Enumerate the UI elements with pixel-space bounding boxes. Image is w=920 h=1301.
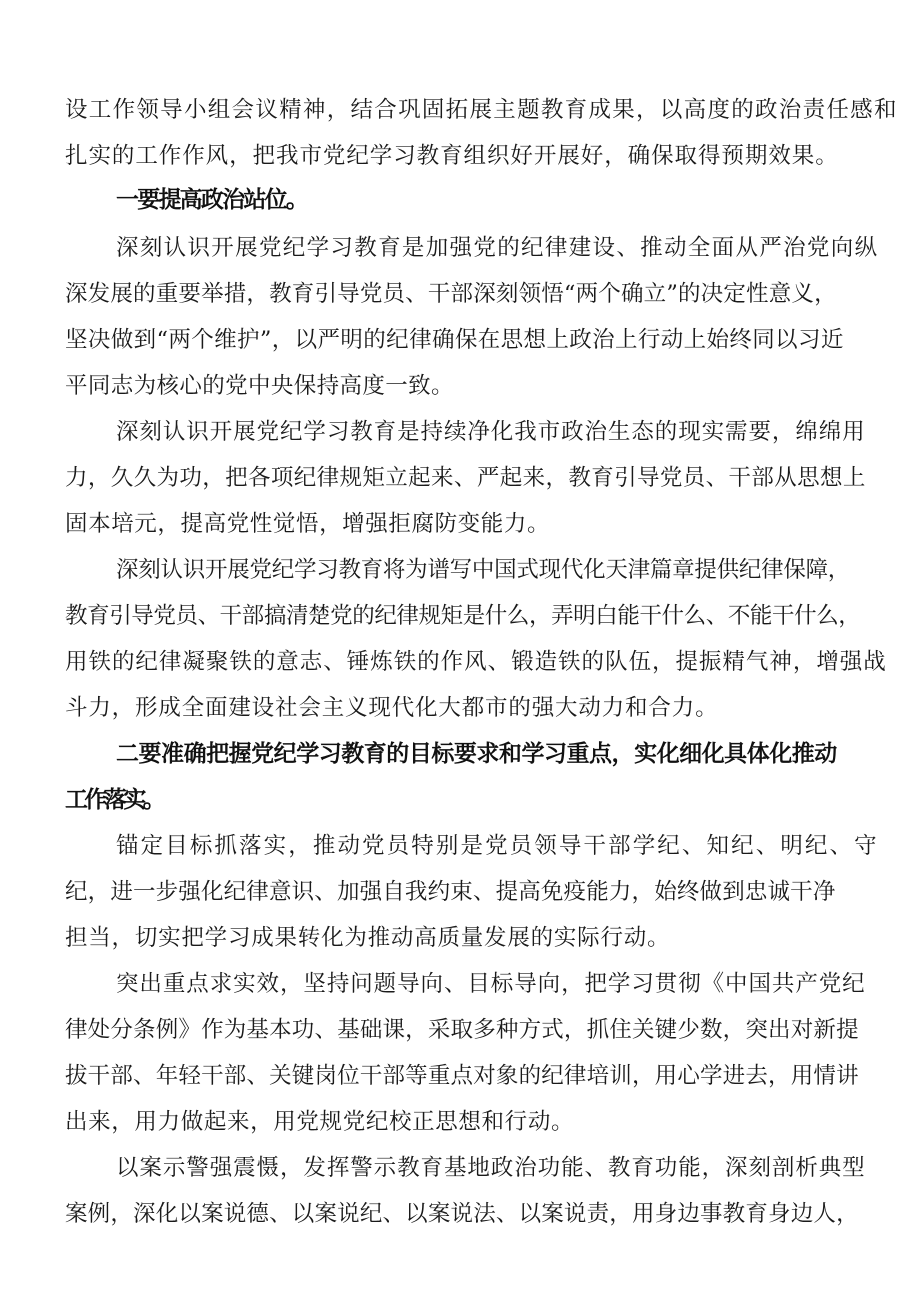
text-line — [0, 366, 920, 406]
text-content: 坚决做到“两个维护”，以严明的纪律确保在思想上政治上行动上始终同以习近 — [65, 327, 844, 353]
text-line — [0, 274, 920, 314]
text-line — [0, 826, 920, 866]
text-content: 律处分条例》作为基本功、基础课，采取多种方式，抓住关键少数，突出对新提 — [65, 1017, 859, 1043]
text-line — [0, 964, 920, 1004]
text-content: 拔干部、年轻干部、关键岗位干部等重点对象的纪律培训，用心学进去，用情讲 — [65, 1063, 859, 1089]
text-line — [0, 642, 920, 682]
text-line — [0, 320, 920, 360]
text-content: 案例，深化以案说德、以案说纪、以案说法、以案说责，用身边事教育身边人， — [65, 1201, 859, 1227]
text-content: 设工作领导小组会议精神，结合巩固拓展主题教育成果，以高度的政治责任感和 — [65, 97, 898, 123]
text-content: 突出重点求实效，坚持问题导向、目标导向，把学习贯彻《中国共产党纪 — [116, 971, 866, 997]
text-content: 斗力，形成全面建设社会主义现代化大都市的强大动力和合力。 — [65, 695, 719, 721]
section-heading — [0, 180, 920, 220]
text-content: 担当，切实把学习成果转化为推动高质量发展的实际行动。 — [65, 925, 671, 951]
text-content: 纪，进一步强化纪律意识、加强自我约束、提高免疫能力，始终做到忠诚干净 — [65, 879, 836, 905]
text-content: 深刻认识开展党纪学习教育将为谱写中国式现代化天津篇章提供纪律保障， — [116, 557, 851, 583]
text-line — [0, 1148, 920, 1188]
text-content: 深发展的重要举措，教育引导党员、干部深刻领悟“两个确立”的决定性意义， — [65, 281, 837, 307]
text-content: 平同志为核心的党中央保持高度一致。 — [65, 373, 454, 399]
text-content: 固本培元，提高党性觉悟，增强拒腐防变能力。 — [65, 511, 551, 537]
text-content: 力，久久为功，把各项纪律规矩立起来、严起来，教育引导党员、干部从思想上 — [65, 465, 866, 491]
heading-text: 二要准确把握党纪学习教育的目标要求和学习重点，实化细化具体化推动 — [116, 741, 837, 767]
text-content: 教育引导党员、干部搞清楚党的纪律规矩是什么，弄明白能干什么、不能干什么， — [65, 603, 861, 629]
text-line — [0, 550, 920, 590]
text-line — [0, 688, 920, 728]
text-line — [0, 918, 920, 958]
heading-text: 工作落实。 — [65, 787, 163, 813]
text-content: 深刻认识开展党纪学习教育是持续净化我市政治生态的现实需要，绵绵用 — [116, 419, 866, 445]
text-line — [0, 1194, 920, 1234]
text-line — [0, 136, 920, 176]
text-content: 以案示警强震慑，发挥警示教育基地政治功能、教育功能，深刻剖析典型 — [116, 1155, 866, 1181]
text-content: 扎实的工作作风，把我市党纪学习教育组织好开展好，确保取得预期效果。 — [65, 143, 839, 169]
text-line — [0, 872, 920, 912]
section-heading — [0, 780, 920, 820]
text-line — [0, 1102, 920, 1142]
text-line — [0, 1056, 920, 1096]
text-content: 锚定目标抓落实，推动党员特别是党员领导干部学纪、知纪、明纪、守 — [116, 833, 879, 859]
text-content: 用铁的纪律凝聚铁的意志、锤炼铁的作风、锻造铁的队伍，提振精气神，增强战 — [65, 649, 887, 675]
text-content: 深刻认识开展党纪学习教育是加强党的纪律建设、推动全面从严治党向纵 — [116, 235, 879, 261]
heading-text: 一要提高政治站位。 — [116, 187, 308, 213]
text-line — [0, 596, 920, 636]
text-line — [0, 228, 920, 268]
section-heading — [0, 734, 920, 774]
text-line — [0, 412, 920, 452]
text-content: 出来，用力做起来，用党规党纪校正思想和行动。 — [65, 1109, 575, 1135]
text-line — [0, 1010, 920, 1050]
text-line — [0, 458, 920, 498]
text-line — [0, 90, 920, 130]
text-line — [0, 504, 920, 544]
